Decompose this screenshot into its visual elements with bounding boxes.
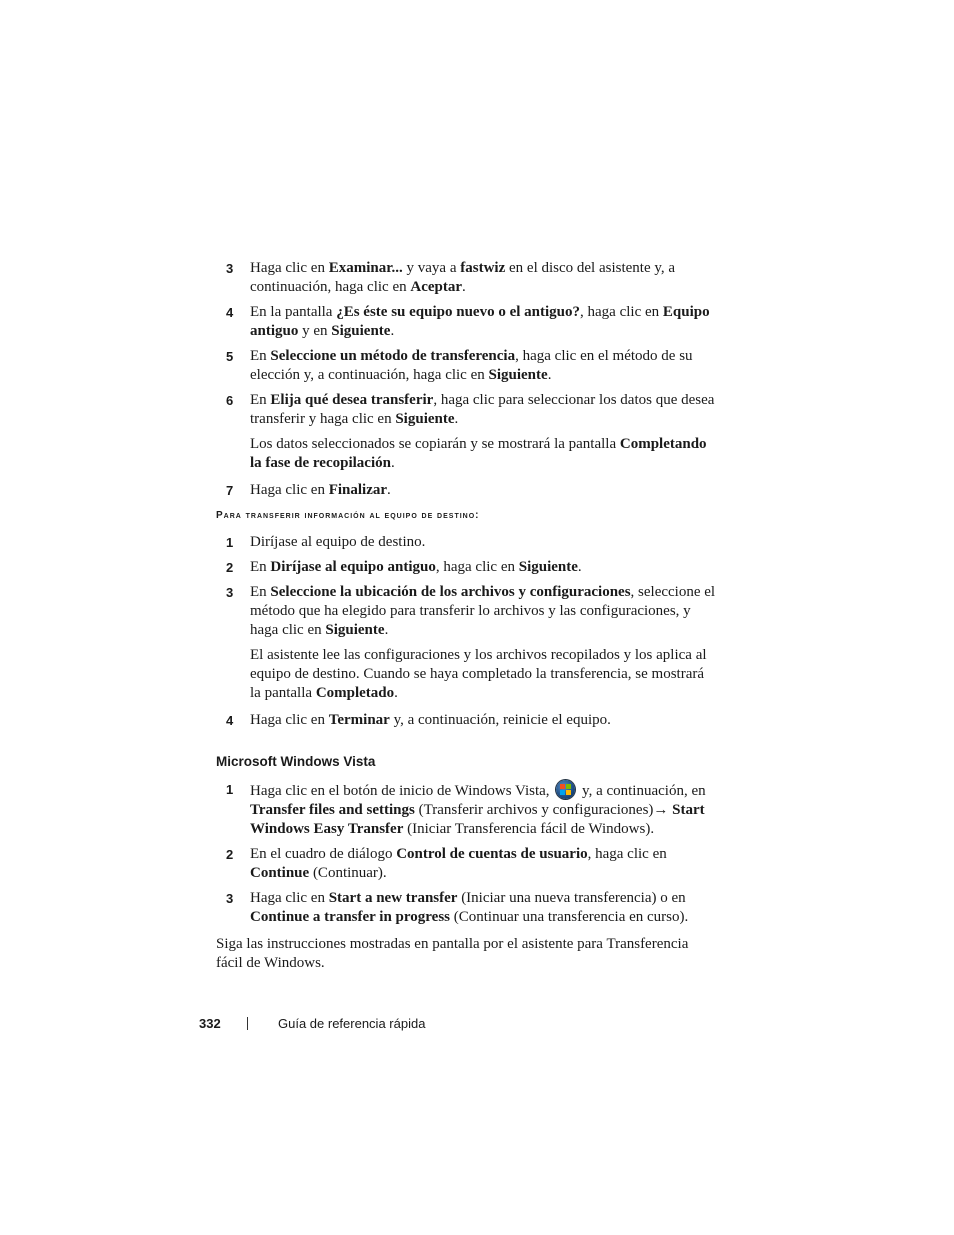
step-item: [216, 558, 716, 577]
windows-start-icon: [556, 780, 575, 799]
step-number: 7: [226, 483, 234, 498]
step-text: Diríjase al equipo de destino.: [250, 534, 426, 550]
step-item: [216, 259, 716, 297]
step-number: 3: [226, 891, 234, 906]
step-number: 1: [226, 782, 234, 797]
step-number: 6: [226, 393, 234, 408]
arrow-icon: →: [653, 802, 669, 818]
step-note: El asistente lee las configuraciones y los archivos recopilados y los aplica al equipo de destino. Cuando se haya completado la transferencia, se mostrará la pantalla Completado.: [250, 647, 707, 701]
step-text: Haga clic en Finalizar.: [250, 482, 391, 498]
step-text: Haga clic en Start a new transfer (Iniciar una nueva transferencia) o en Continue a transfer in progress (Continuar una transferencia en curso).: [250, 890, 689, 925]
footer-divider: [247, 1017, 248, 1030]
step-text: Haga clic en Terminar y, a continuación, reinicie el equipo.: [250, 712, 611, 728]
step-item: [216, 303, 716, 341]
page-content: [216, 259, 716, 973]
step-text: En Elija qué desea transferir, haga clic para seleccionar los datos que desea transferir y haga clic en Siguiente.: [250, 392, 715, 427]
vista-heading: Microsoft Windows Vista: [216, 754, 376, 769]
section-heading: Para transferir información al equipo de destino:: [216, 510, 480, 521]
step-note: Los datos seleccionados se copiarán y se mostrará la pantalla Completando la fase de recopilación.: [250, 436, 707, 471]
page-footer: [199, 1016, 425, 1031]
step-item: [216, 533, 716, 552]
step-item: [216, 583, 716, 640]
step-text: En Seleccione la ubicación de los archivos y configuraciones, seleccione el método que ha elegido para transferir lo archivos y las configuraciones, y haga clic en Siguiente.: [250, 584, 716, 638]
step-item: [216, 347, 716, 385]
step-number: 2: [226, 560, 234, 575]
step-item: [216, 780, 716, 839]
step-text: Haga clic en el botón de inicio de Windows Vista, y, a continuación, en Transfer files and settings (Transferir archivos y configuraciones)→ Start Windows Easy Transfer (Iniciar Transferencia fácil de Windows).: [250, 780, 716, 839]
step-number: 5: [226, 349, 234, 364]
step-number: 4: [226, 713, 234, 728]
step-text: En el cuadro de diálogo Control de cuentas de usuario, haga clic en Continue (Continuar).: [250, 846, 667, 881]
step-number: 1: [226, 535, 234, 550]
step-item: [216, 391, 716, 429]
step-item: [216, 481, 716, 500]
step-item: [216, 845, 716, 883]
step-number: 2: [226, 847, 234, 862]
footer-title: Guía de referencia rápida: [278, 1016, 426, 1031]
step-item: [216, 889, 716, 927]
step-text: En Diríjase al equipo antiguo, haga clic en Siguiente.: [250, 559, 582, 575]
step-number: 3: [226, 261, 234, 276]
step-text: Haga clic en Examinar... y vaya a fastwiz en el disco del asistente y, a continuación, haga clic en Aceptar.: [250, 260, 676, 295]
step-item: [216, 711, 716, 730]
step-text: En la pantalla ¿Es éste su equipo nuevo o el antiguo?, haga clic en Equipo antiguo y en Siguiente.: [250, 304, 710, 339]
closing-paragraph: Siga las instrucciones mostradas en pantalla por el asistente para Transferencia fácil de Windows.: [216, 936, 689, 971]
page-number: 332: [199, 1016, 221, 1031]
step-number: 3: [226, 585, 234, 600]
step-text: En Seleccione un método de transferencia, haga clic en el método de su elección y, a continuación, haga clic en Siguiente.: [250, 348, 693, 383]
step-number: 4: [226, 305, 234, 320]
